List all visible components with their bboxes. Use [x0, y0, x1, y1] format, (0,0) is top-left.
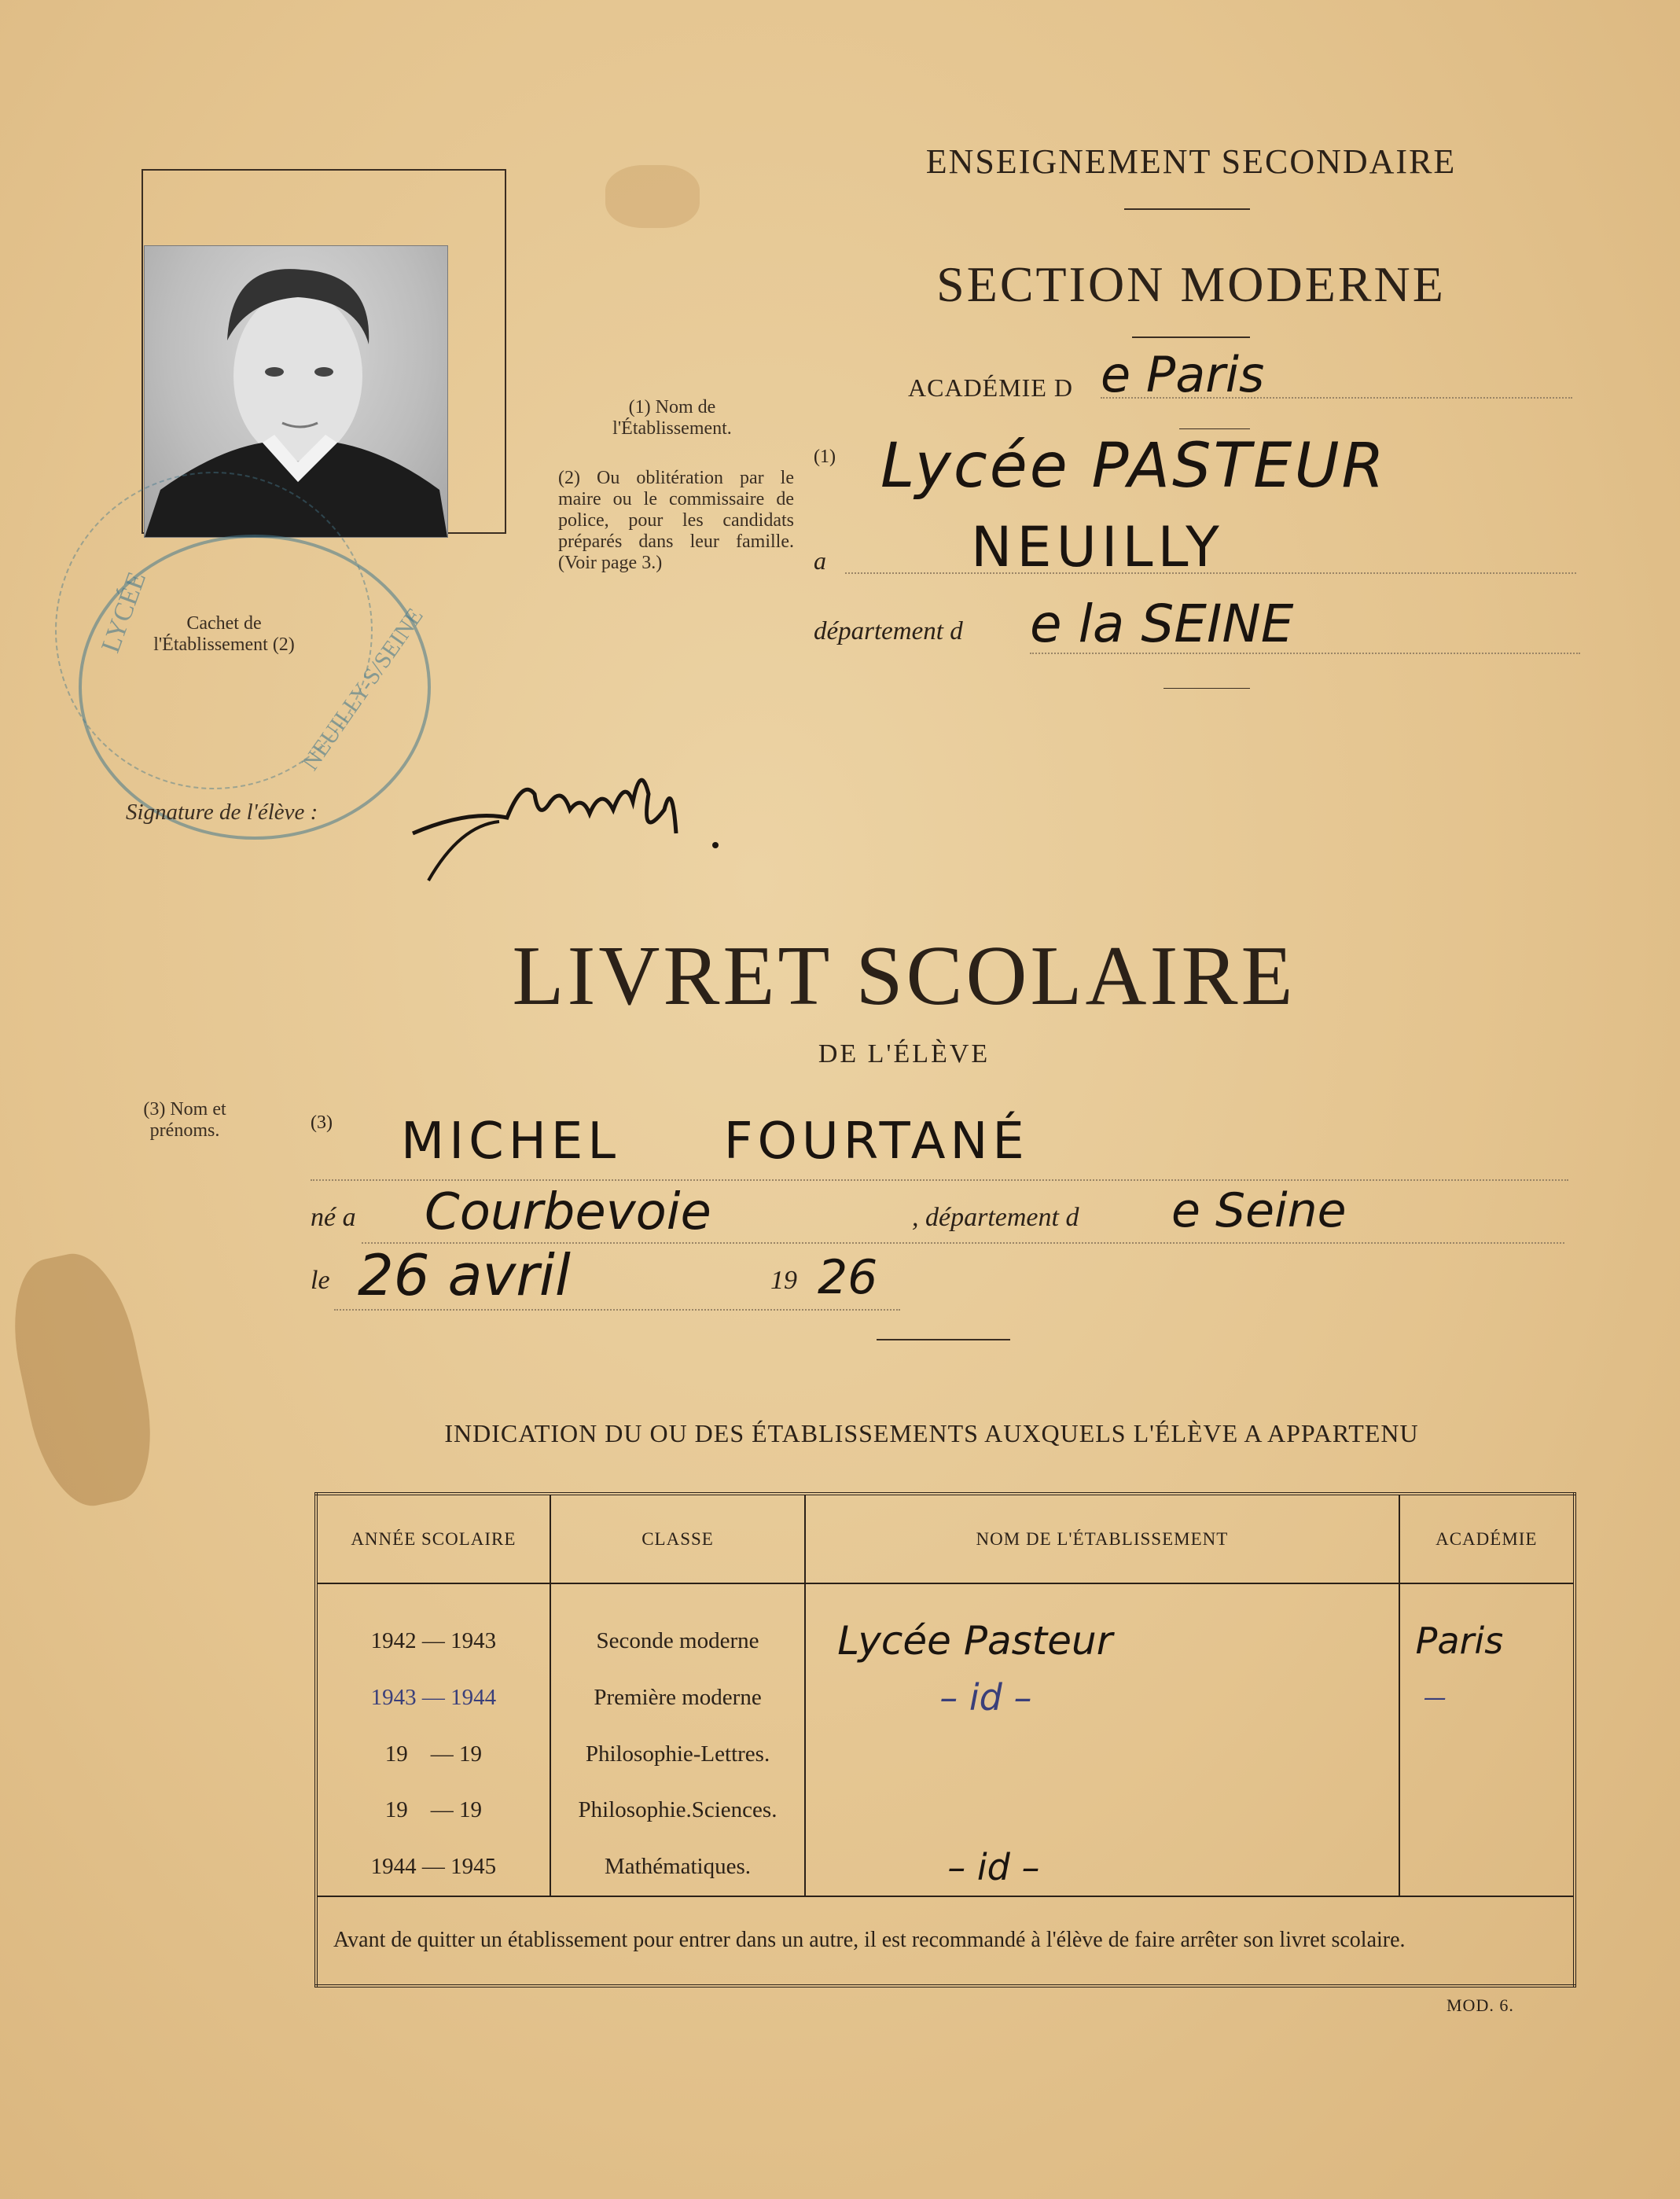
- row-year: 1942 — 1943: [316, 1583, 550, 1669]
- academie-value: e Paris: [1101, 346, 1265, 403]
- stamp-text-top: LYCÉE: [96, 568, 153, 657]
- dotted-line: [1030, 653, 1580, 654]
- table-note: Avant de quitter un établissement pour entrer dans un autre, il est recommandé à l'élève de faire arrêter son livret scolaire.: [316, 1896, 1575, 1986]
- divider: [1124, 208, 1250, 210]
- table-header-row: [316, 1494, 1575, 1583]
- birth-department: e Seine: [1171, 1183, 1347, 1238]
- note-nom-prenoms: (3) Nom et prénoms.: [143, 1099, 226, 1141]
- row-etablissement: Lycée Pasteur: [805, 1583, 1399, 1669]
- row-academie: Paris: [1399, 1583, 1575, 1669]
- etablissement-value: Lycée PASTEUR: [880, 431, 1387, 502]
- establishments-table: [314, 1492, 1576, 1988]
- col-header-academie: ACADÉMIE: [1399, 1494, 1575, 1583]
- col-header-annee: ANNÉE SCOLAIRE: [316, 1494, 550, 1583]
- ne-label: né a: [311, 1203, 356, 1232]
- dotted-line: [311, 1179, 1568, 1181]
- dotted-line: [334, 1309, 900, 1311]
- table-row: [316, 1583, 1575, 1669]
- departement-label: département d: [814, 617, 963, 645]
- year-prefix: 19: [770, 1266, 797, 1295]
- table-row: [316, 1669, 1575, 1726]
- row-academie: —: [1399, 1669, 1575, 1726]
- divider: [1132, 336, 1250, 338]
- ville-value: NEUILLY: [971, 515, 1224, 579]
- header-title-section: SECTION MODERNE: [936, 256, 1446, 312]
- main-subtitle: DE L'ÉLÈVE: [818, 1039, 991, 1068]
- col-header-classe: CLASSE: [550, 1494, 805, 1583]
- row-classe: Première moderne: [550, 1669, 805, 1726]
- row-etablissement: – id –: [805, 1669, 1399, 1726]
- year-suffix: 26: [818, 1250, 878, 1305]
- table-row: [316, 1839, 1575, 1896]
- row-year: 19 — 19: [316, 1782, 550, 1839]
- cachet-label: Cachet de l'Établissement (2): [153, 613, 295, 655]
- signature-label: Signature de l'élève :: [126, 800, 318, 825]
- col-header-etablissement: NOM DE L'ÉTABLISSEMENT: [805, 1494, 1399, 1583]
- stain-top: [605, 165, 700, 228]
- ornament-divider: [877, 1339, 1010, 1340]
- row-classe: Seconde moderne: [550, 1583, 805, 1669]
- row-academie: [1399, 1726, 1575, 1782]
- row-academie: [1399, 1839, 1575, 1896]
- birth-place: Courbevoie: [425, 1183, 711, 1241]
- departement-value: e la SEINE: [1030, 594, 1294, 654]
- stain-left: [0, 1245, 167, 1515]
- row-year: 1943 — 1944: [316, 1669, 550, 1726]
- student-signature: [405, 747, 735, 888]
- student-name: MICHEL FOURTANÉ: [401, 1112, 1029, 1171]
- row-etablissement: [805, 1726, 1399, 1782]
- form-model-number: MOD. 6.: [1447, 1995, 1514, 2015]
- main-title: LIVRET SCOLAIRE: [512, 929, 1296, 1023]
- dep-label: , département d: [912, 1203, 1079, 1232]
- table-note-row: [316, 1896, 1575, 1986]
- dotted-line: [1101, 397, 1572, 399]
- table-row: [316, 1726, 1575, 1782]
- stamp-text-right: NEUILLY-S/SEINE: [297, 603, 428, 775]
- row-etablissement: – id –: [805, 1839, 1399, 1896]
- row-classe: Philosophie-Lettres.: [550, 1726, 805, 1782]
- row-year: 19 — 19: [316, 1726, 550, 1782]
- row-year: 1944 — 1945: [316, 1839, 550, 1896]
- section-heading: INDICATION DU OU DES ÉTABLISSEMENTS AUXQUELS L'ÉLÈVE A APPARTENU: [444, 1419, 1419, 1447]
- note-obliteration: (2) Ou oblitération par le maire ou le commissaire de police, pour les candidats préparés dans leur famille. (Voir page 3.): [558, 468, 794, 573]
- divider: [1179, 428, 1250, 429]
- row-academie: [1399, 1782, 1575, 1839]
- divider: [1164, 688, 1250, 689]
- etab-marker: (1): [814, 447, 836, 467]
- row-classe: Mathématiques.: [550, 1839, 805, 1896]
- name-marker: (3): [311, 1112, 333, 1133]
- header-title-secondaire: ENSEIGNEMENT SECONDAIRE: [925, 142, 1457, 181]
- le-label: le: [311, 1266, 330, 1295]
- note-nom-etablissement: (1) Nom de l'Établissement.: [612, 397, 732, 439]
- row-etablissement: [805, 1782, 1399, 1839]
- dotted-line: [845, 572, 1576, 574]
- row-classe: Philosophie.Sciences.: [550, 1782, 805, 1839]
- table-row: [316, 1782, 1575, 1839]
- birth-date: 26 avril: [358, 1242, 571, 1308]
- academie-label: ACADÉMIE D: [908, 373, 1073, 402]
- a-label: a: [814, 546, 826, 575]
